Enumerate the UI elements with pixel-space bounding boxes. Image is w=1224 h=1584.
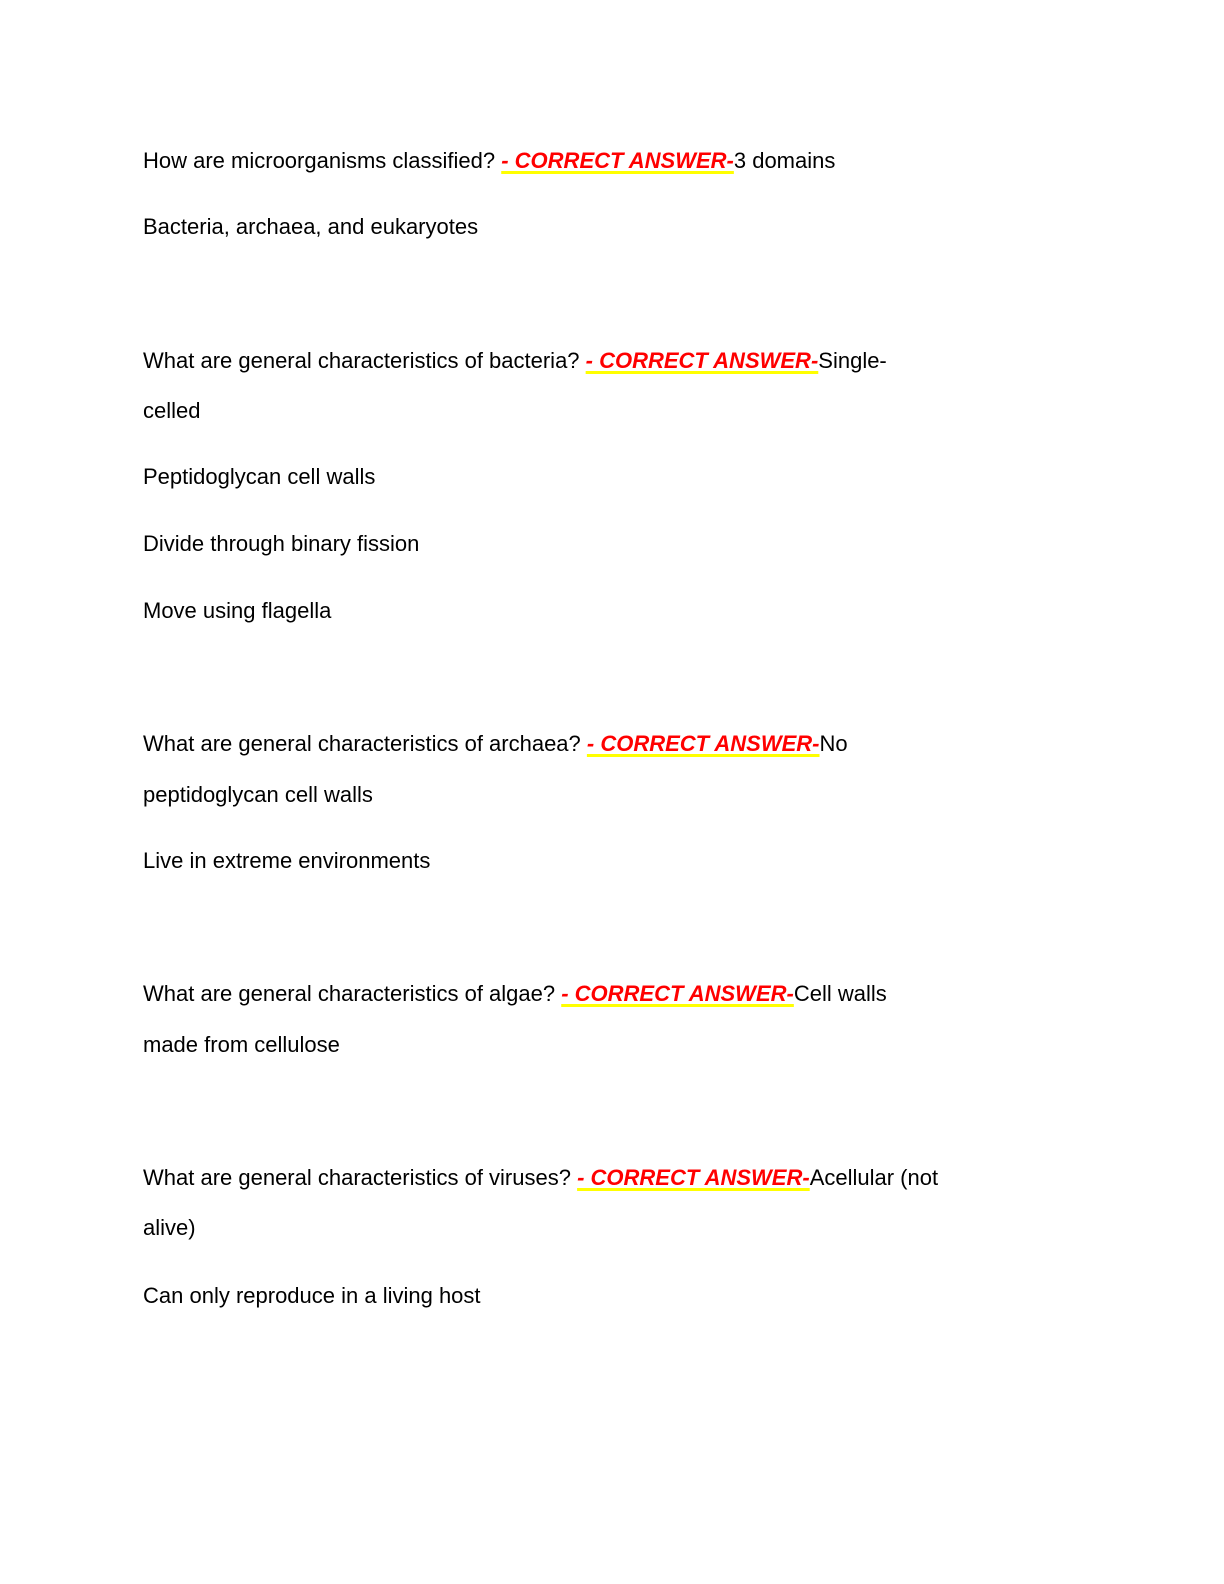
question-text: What are general characteristics of viruses? [143, 1165, 578, 1190]
answer-text: Acellular (not [809, 1165, 939, 1190]
answer-text: No [819, 731, 848, 756]
question-text: What are general characteristics of archaea? [143, 731, 587, 756]
answer-text: Cell walls [793, 981, 887, 1006]
answer-line: celled [143, 398, 201, 423]
correct-answer-label: - CORRECT ANSWER- [585, 348, 819, 373]
question-line [143, 980, 887, 1008]
question-line [143, 730, 848, 758]
answer-line: made from cellulose [143, 1032, 340, 1057]
answer-text: Single- [818, 348, 887, 373]
question-text: What are general characteristics of bacteria? [143, 348, 586, 373]
answer-text: 3 domains [733, 148, 836, 173]
question-text: How are microorganisms classified? [143, 148, 502, 173]
question-line [143, 1164, 938, 1192]
question-line [143, 147, 835, 175]
answer-line: Divide through binary fission [143, 531, 420, 556]
answer-line: Move using flagella [143, 598, 332, 623]
answer-line: Bacteria, archaea, and eukaryotes [143, 214, 479, 239]
correct-answer-label: - CORRECT ANSWER- [561, 981, 794, 1006]
answer-line: peptidoglycan cell walls [143, 782, 373, 807]
answer-line: Can only reproduce in a living host [143, 1283, 481, 1308]
correct-answer-label: - CORRECT ANSWER- [586, 731, 820, 756]
answer-line: Live in extreme environments [143, 848, 431, 873]
question-text: What are general characteristics of algae? [143, 981, 562, 1006]
correct-answer-label: - CORRECT ANSWER- [577, 1165, 810, 1190]
correct-answer-label: - CORRECT ANSWER- [501, 148, 734, 173]
question-line [143, 347, 887, 375]
answer-line: Peptidoglycan cell walls [143, 464, 376, 489]
answer-line: alive) [143, 1215, 196, 1240]
